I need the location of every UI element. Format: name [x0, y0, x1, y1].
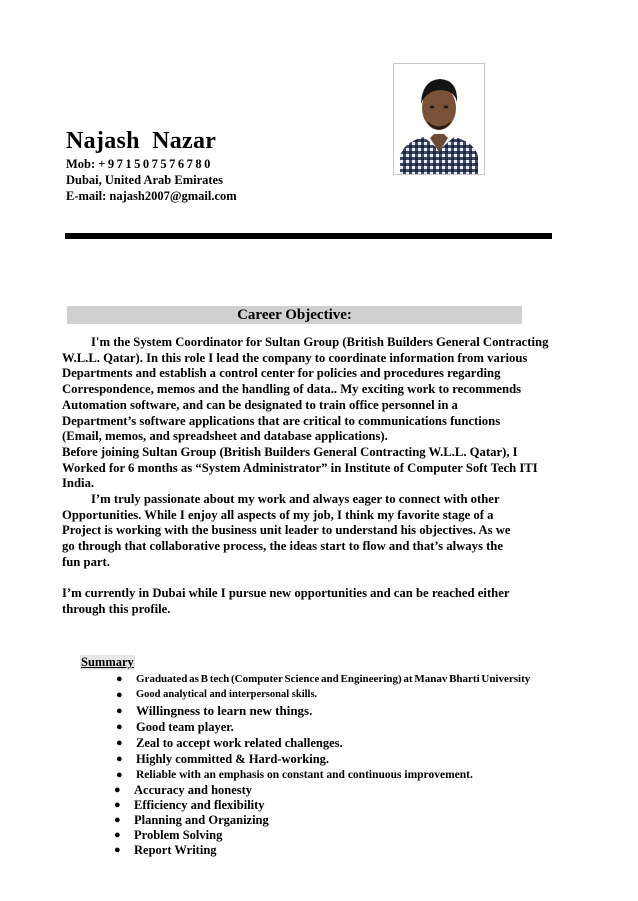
summary-item-text: Willingness to learn new things. — [136, 703, 313, 718]
objective-line: I’m currently in Dubai while I pursue new opportunities and can be reached either — [62, 586, 510, 601]
bullet-icon: ● — [116, 753, 123, 765]
email-line: E-mail: najash2007@gmail.com — [66, 189, 237, 203]
summary-item — [114, 783, 528, 798]
bullet-icon: ● — [114, 829, 121, 841]
summary-item — [114, 798, 528, 813]
contact-block — [66, 156, 237, 204]
summary-item-text: Accuracy and honesty — [134, 783, 253, 797]
mobile-line — [66, 156, 237, 172]
summary-item — [116, 687, 530, 703]
summary-heading: Summary — [81, 655, 134, 669]
bullet-icon: ● — [114, 844, 121, 856]
bullet-icon: ● — [114, 799, 121, 811]
career-objective-heading: Career Objective: — [67, 306, 522, 324]
summary-item — [116, 735, 530, 751]
objective-line: go through that collaborative process, the ideas start to flow and that’s always the — [62, 539, 503, 554]
bullet-icon: ● — [116, 673, 123, 685]
bullet-icon: ● — [116, 705, 123, 717]
objective-line: India. — [62, 476, 95, 491]
summary-item-text: Zeal to accept work related challenges. — [136, 736, 343, 750]
summary-item-text: Efficiency and flexibility — [134, 798, 265, 812]
location-line: Dubai, United Arab Emirates — [66, 173, 223, 187]
objective-line: Before joining Sultan Group (British Builders General Contracting W.L.L. Qatar), I — [62, 444, 518, 459]
summary-item — [114, 813, 528, 828]
objective-line: Departments and establish a control center for policies and procedures regarding — [62, 366, 501, 381]
summary-item — [114, 828, 528, 843]
objective-line: through this profile. — [62, 601, 171, 616]
bullet-icon: ● — [116, 689, 123, 701]
header-divider — [65, 233, 552, 239]
bullet-icon: ● — [116, 769, 123, 781]
candidate-name: Najash Nazar — [66, 128, 217, 154]
summary-item — [116, 751, 530, 767]
bullet-icon: ● — [116, 721, 123, 733]
objective-line: Automation software, and can be designated to train office personnel in a — [62, 397, 458, 412]
mobile-label: Mob: — [66, 157, 99, 171]
objective-line: Worked for 6 months as “System Administrator” in Institute of Computer Soft Tech ITI — [62, 460, 538, 475]
summary-item-text: Good team player. — [136, 720, 234, 734]
summary-item — [116, 719, 530, 735]
mobile-number: +971507576780 — [98, 157, 213, 171]
objective-line: Project is working with the business unit leader to understand his objectives. As we — [62, 523, 511, 538]
objective-line: I’m truly passionate about my work and always eager to connect with other — [91, 492, 500, 507]
summary-item — [116, 703, 530, 719]
summary-item-text: Reliable with an emphasis on constant and continuous improvement. — [136, 769, 473, 781]
summary-list — [116, 671, 530, 858]
objective-line: I'm the System Coordinator for Sultan Group (British Builders General Contracting — [91, 335, 549, 349]
objective-line: fun part. — [62, 554, 110, 569]
objective-line: Correspondence, memos and the handling of data.. My exciting work to recommends — [62, 382, 522, 397]
summary-item-text: Report Writing — [134, 843, 217, 857]
summary-item — [116, 671, 530, 687]
objective-line: W.L.L. Qatar). In this role I lead the company to coordinate information from various — [62, 350, 528, 365]
paragraph-gap — [62, 571, 582, 587]
objective-line: Department’s software applications that are critical to communications functions — [62, 413, 501, 428]
summary-item — [114, 843, 528, 858]
objective-line: (Email, memos, and spreadsheet and database applications). — [62, 429, 388, 444]
summary-item-text: Graduated as B tech (Computer Science and Engineering) at Manav Bharti University — [136, 673, 531, 685]
summary-item-text: Problem Solving — [134, 828, 223, 842]
profile-photo — [393, 63, 485, 175]
bullet-icon: ● — [114, 814, 121, 826]
summary-item-text: Highly committed & Hard-working. — [136, 752, 330, 766]
profile-photo-illustration — [394, 64, 484, 174]
summary-item — [116, 767, 530, 783]
bullet-icon: ● — [114, 784, 121, 796]
objective-line: Opportunities. While I enjoy all aspects of my job, I think my favorite stage of a — [62, 507, 494, 522]
summary-item-text: Planning and Organizing — [134, 813, 269, 827]
summary-item-text: Good analytical and interpersonal skills. — [136, 689, 318, 700]
bullet-icon: ● — [116, 737, 123, 749]
career-objective-text — [62, 335, 582, 618]
